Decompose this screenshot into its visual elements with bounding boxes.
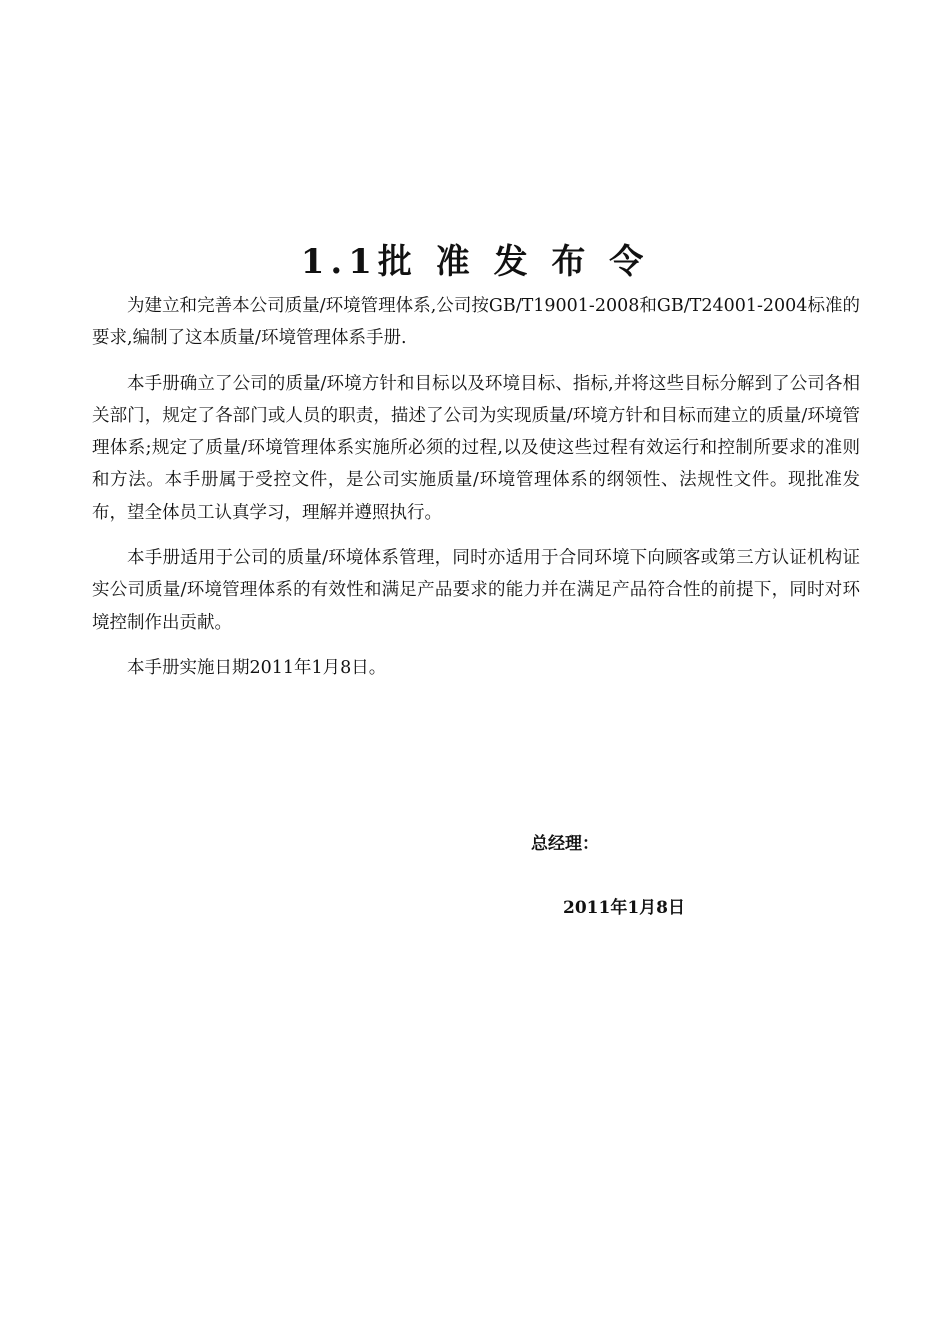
paragraph-1: 为建立和完善本公司质量/环境管理体系,公司按GB/T19001-2008和GB/T24001-2004标准的要求,编制了这本质量/环境管理体系手册. [92, 296, 860, 349]
signature-label: 总经理： [531, 834, 599, 854]
paragraph-4: 本手册实施日期2011年1月8日。 [127, 657, 387, 678]
signature-date: 2011年1月8日 [563, 898, 685, 918]
body-text [92, 290, 860, 697]
page-title: 1.1批 准 发 布 令 [300, 242, 650, 282]
paragraph-2: 本手册确立了公司的质量/环境方针和目标以及环境目标、指标,并将这些目标分解到了公司各相关部门，规定了各部门或人员的职责，描述了公司为实现质量/环境方针和目标而建立的质量/环境管理体系;规定了质量/环境管理体系实施所必须的过程,以及使这些过程有效运行和控制所要求的准则和方法。本手册属于受控文件，是公司实施质量/环境管理体系的纲领性、法规性文件。现批准发布，望全体员工认真学习，理解并遵照执行。 [92, 373, 860, 523]
paragraph-3: 本手册适用于公司的质量/环境体系管理，同时亦适用于合同环境下向顾客或第三方认证机构证实公司质量/环境管理体系的有效性和满足产品要求的能力并在满足产品符合性的前提下，同时对环境控制作出贡献。 [92, 548, 860, 633]
